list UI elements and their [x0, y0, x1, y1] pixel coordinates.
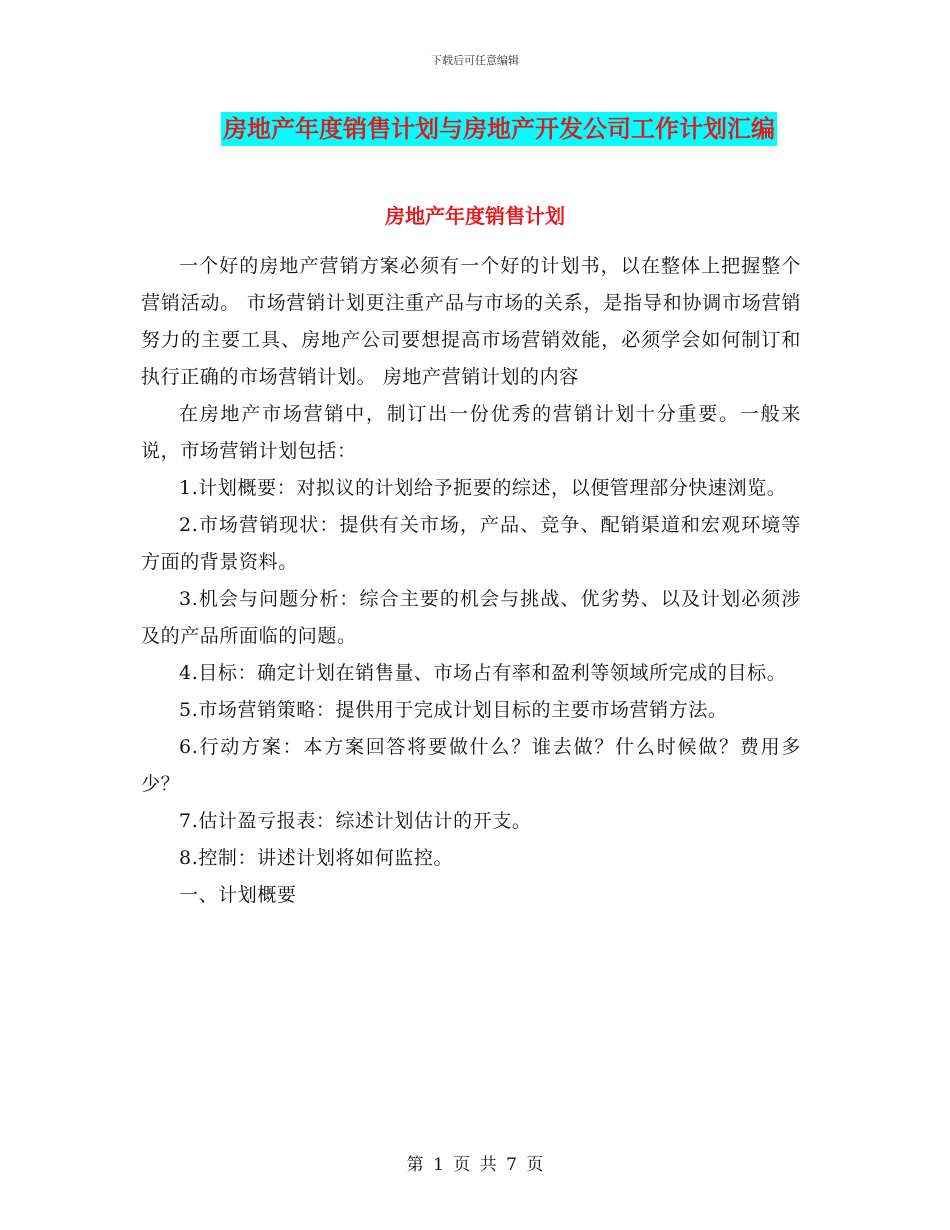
list-item: 6.行动方案：本方案回答将要做什么？谁去做？什么时候做？费用多少？ — [141, 736, 801, 795]
page-header-note: 下载后可任意编辑 — [431, 54, 519, 67]
section-title: 房地产年度销售计划 — [385, 204, 565, 228]
list-item: 7.估计盈亏报表：综述计划估计的开支。 — [179, 810, 532, 832]
list-item: 8.控制：讲述计划将如何监控。 — [179, 847, 454, 869]
document-body — [141, 248, 801, 914]
document-main-title: 房地产年度销售计划与房地产开发公司工作计划汇编 — [221, 112, 777, 146]
list-item: 3.机会与问题分析：综合主要的机会与挑战、优劣势、以及计划必须涉及的产品所面临的问题。 — [141, 588, 801, 647]
list-item: 4.目标：确定计划在销售量、市场占有率和盈利等领域所完成的目标。 — [179, 662, 787, 684]
body-paragraph: 在房地产市场营销中，制订出一份优秀的营销计划十分重要。一般来说，市场营销计划包括： — [141, 403, 801, 462]
main-title-container — [0, 112, 950, 146]
section-heading: 一、计划概要 — [179, 884, 297, 906]
body-paragraph: 一个好的房地产营销方案必须有一个好的计划书，以在整体上把握整个营销活动。 市场营销计划更注重产品与市场的关系，是指导和协调市场营销努力的主要工具、房地产公司要想提高市场营销效能，必须学会如何制订和执行正确的市场营销计划。 房地产营销计划的内容 — [141, 255, 801, 388]
list-item: 1.计划概要：对拟议的计划给予扼要的综述，以便管理部分快速浏览。 — [179, 477, 787, 499]
page-number-footer: 第 1 页 共 7 页 — [406, 1155, 544, 1175]
list-item: 5.市场营销策略：提供用于完成计划目标的主要市场营销方法。 — [179, 699, 728, 721]
list-item: 2.市场营销现状：提供有关市场，产品、竞争、配销渠道和宏观环境等方面的背景资料。 — [141, 514, 801, 573]
